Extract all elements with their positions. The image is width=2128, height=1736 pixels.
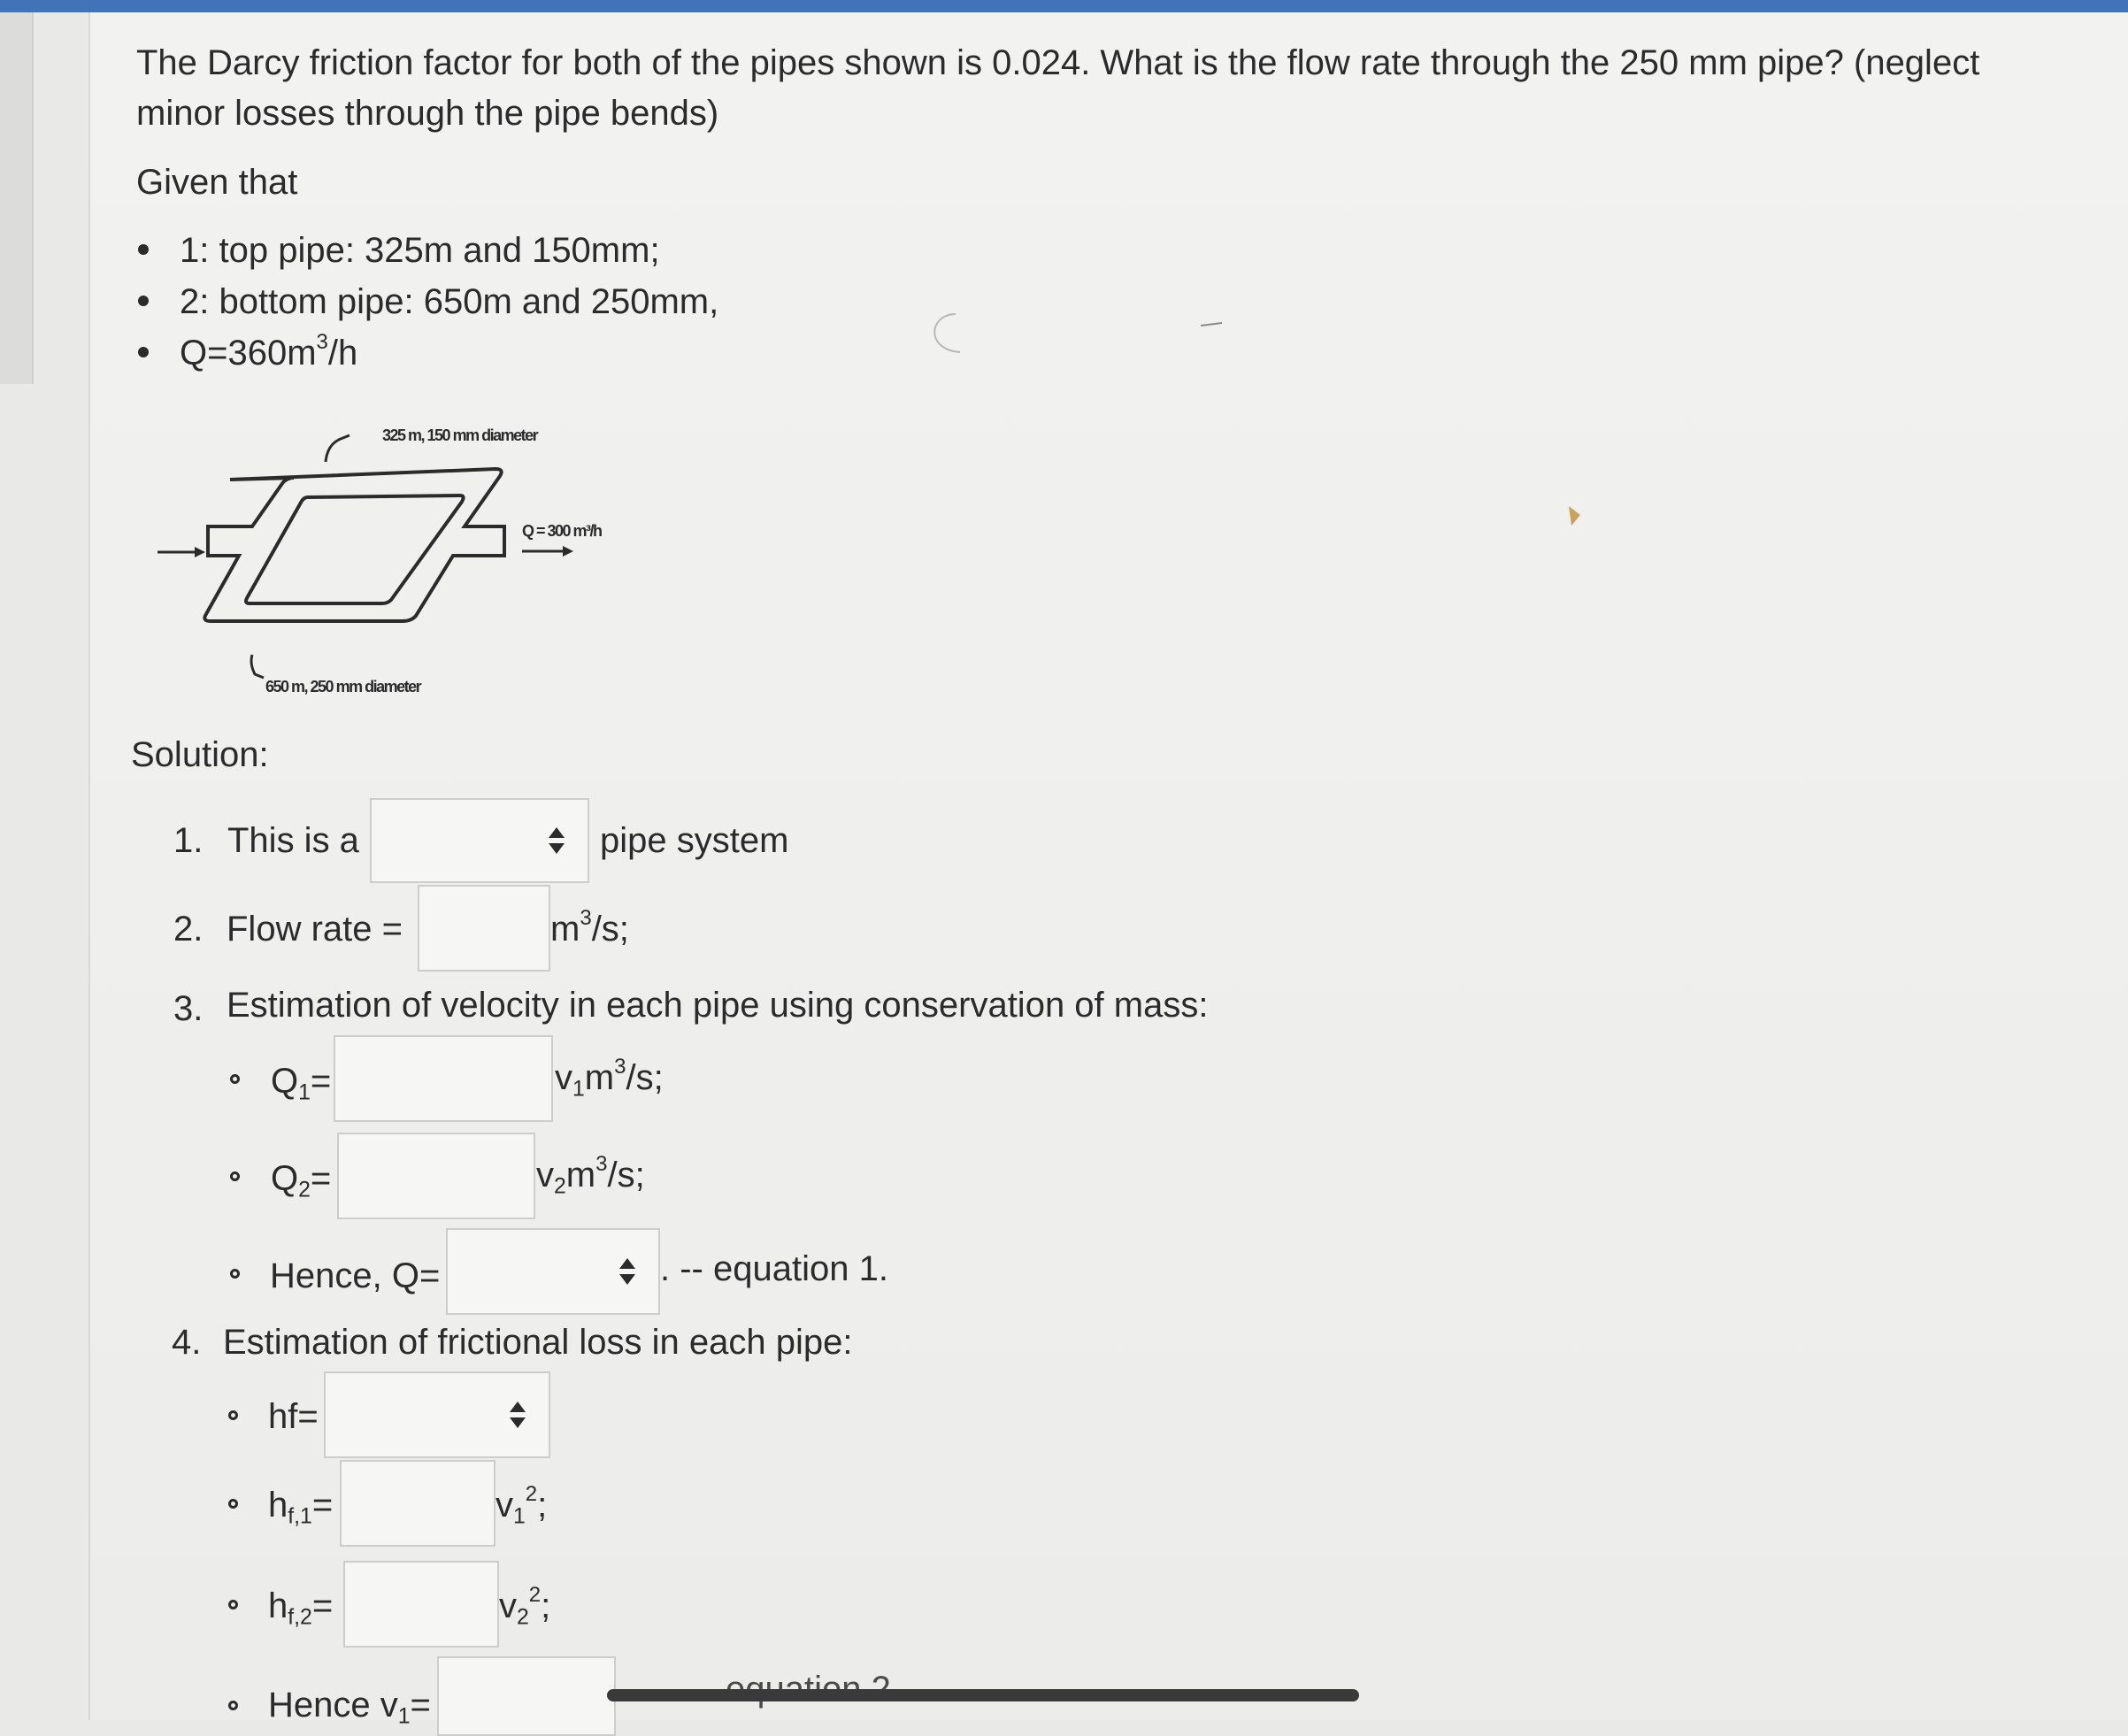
q2-v: v	[536, 1156, 554, 1194]
pipe-inner-outline	[246, 495, 464, 603]
flow-rate-unit	[550, 903, 629, 955]
hence-q-label: Hence, Q=	[270, 1256, 441, 1295]
q1-v: v	[555, 1058, 572, 1097]
screen-smudge-mark	[1199, 320, 1225, 329]
hf2-vsub: 2	[517, 1605, 529, 1630]
q2-usup: 3	[595, 1152, 608, 1176]
q1-utail: /s;	[626, 1058, 664, 1097]
hf2-unit	[499, 1580, 550, 1632]
hf1-coefficient-input[interactable]	[340, 1460, 496, 1547]
q1-unit	[555, 1052, 664, 1103]
hence-v1-text: Hence v	[268, 1686, 398, 1724]
given-item-3	[180, 327, 357, 379]
step-3-title: Estimation of velocity in each pipe using conservation of mass:	[227, 986, 1209, 1025]
equation-1-label: . -- equation 1.	[660, 1249, 888, 1288]
hf1-label	[268, 1479, 333, 1531]
sub-bullet-icon	[228, 1600, 238, 1609]
select-arrows-icon	[508, 1400, 527, 1430]
hf2-v: v	[499, 1586, 517, 1625]
top-label-leader	[326, 435, 350, 462]
step-2-prefix: Flow rate =	[227, 910, 403, 949]
hf2-tail: ;	[541, 1586, 551, 1625]
left-panel-strip	[0, 12, 34, 384]
given-item-1: 1: top pipe: 325m and 150mm;	[180, 231, 660, 270]
q2-sub: 2	[298, 1178, 311, 1202]
pipe-diagram	[150, 416, 646, 708]
unit-sup: 3	[580, 906, 592, 930]
hence-v1-eq: =	[410, 1686, 431, 1724]
hf-label: hf=	[268, 1397, 319, 1436]
bottom-pipe-label: 650 m, 250 mm diameter	[265, 678, 421, 695]
pipe-outer-outline	[204, 469, 504, 621]
mouse-cursor-icon	[1566, 504, 1584, 529]
question-line-2: minor losses through the pipe bends)	[136, 94, 719, 133]
q1-usup: 3	[614, 1055, 626, 1079]
bottom-label-leader	[251, 655, 264, 678]
given-item-2: 2: bottom pipe: 650m and 250mm,	[180, 282, 719, 321]
q2-label	[271, 1153, 331, 1204]
hf1-unit	[496, 1479, 547, 1531]
q1-sub: 1	[298, 1080, 311, 1105]
q2-coefficient-input[interactable]	[337, 1133, 535, 1219]
hence-v1-sub: 1	[397, 1704, 411, 1729]
hf2-label	[268, 1580, 333, 1632]
horizontal-scrollbar[interactable]	[607, 1689, 1359, 1701]
hf1-eq: =	[311, 1486, 334, 1525]
select-arrows-icon	[618, 1256, 637, 1287]
sub-bullet-icon	[228, 1499, 238, 1509]
q2-utail: /s;	[607, 1156, 645, 1194]
q2-vsub: 2	[554, 1174, 566, 1199]
step-4-number: 4.	[172, 1323, 202, 1362]
step-1-number: 1.	[173, 821, 204, 860]
hf2-coefficient-input[interactable]	[343, 1561, 499, 1648]
given-q-tail: /h	[327, 334, 358, 373]
q1-vsub: 1	[572, 1077, 585, 1102]
hf-formula-select[interactable]	[324, 1371, 550, 1458]
hf1-vsub: 1	[513, 1504, 526, 1529]
q2-unit	[536, 1149, 645, 1201]
flow-rate-label: Q = 300 m³/h	[522, 522, 602, 540]
pipe-system-type-select[interactable]	[370, 798, 589, 883]
top-pipe-label: 325 m, 150 mm diameter	[382, 426, 538, 444]
q1-m: m	[584, 1058, 615, 1097]
hf2-vsup: 2	[528, 1583, 542, 1607]
solution-title: Solution:	[131, 735, 269, 774]
bullet-icon	[138, 244, 149, 255]
screen-smudge-mark	[920, 310, 964, 358]
given-q-text: Q=360m	[180, 334, 317, 373]
unit-m: m	[550, 910, 580, 949]
step-1-suffix: pipe system	[600, 821, 789, 860]
step-1-prefix: This is a	[227, 821, 359, 860]
sub-bullet-icon	[230, 1074, 240, 1084]
q2-q: Q	[271, 1159, 299, 1198]
question-line-1: The Darcy friction factor for both of the pipes shown is 0.024. What is the flow rate through the 250 mm pipe? (neglect	[136, 43, 1980, 82]
select-arrows-icon	[547, 826, 566, 856]
hf1-vsup: 2	[525, 1482, 538, 1506]
hf1-v: v	[496, 1486, 513, 1525]
sub-bullet-icon	[228, 1410, 238, 1420]
sub-bullet-icon	[230, 1171, 240, 1181]
hf1-tail: ;	[537, 1486, 548, 1525]
step-2-number: 2.	[173, 910, 204, 949]
q2-m: m	[565, 1156, 596, 1194]
sub-bullet-icon	[228, 1701, 238, 1710]
flow-rate-input[interactable]	[418, 885, 550, 972]
hence-q-select[interactable]	[446, 1228, 660, 1315]
q1-coefficient-input[interactable]	[334, 1035, 553, 1122]
step-4-title: Estimation of frictional loss in each pipe:	[223, 1323, 853, 1362]
hf2-eq: =	[311, 1586, 334, 1625]
bullet-icon	[138, 347, 149, 357]
given-q-sup: 3	[316, 330, 328, 354]
window-top-bar	[0, 0, 2128, 12]
q1-eq: =	[310, 1062, 332, 1101]
q1-label	[271, 1056, 331, 1107]
bullet-icon	[138, 296, 149, 306]
unit-tail: /s;	[591, 910, 629, 949]
hence-v1-input[interactable]	[437, 1656, 616, 1736]
sub-bullet-icon	[230, 1269, 240, 1279]
hf2-sub: f,2	[288, 1605, 312, 1630]
hf1-sub: f,1	[288, 1504, 312, 1529]
q1-q: Q	[271, 1062, 299, 1101]
step-3-number: 3.	[173, 989, 204, 1028]
q2-eq: =	[310, 1159, 332, 1198]
hf1-h: h	[268, 1486, 288, 1525]
given-title: Given that	[136, 163, 298, 202]
hence-v1-label	[268, 1679, 431, 1731]
hf2-h: h	[268, 1586, 288, 1625]
